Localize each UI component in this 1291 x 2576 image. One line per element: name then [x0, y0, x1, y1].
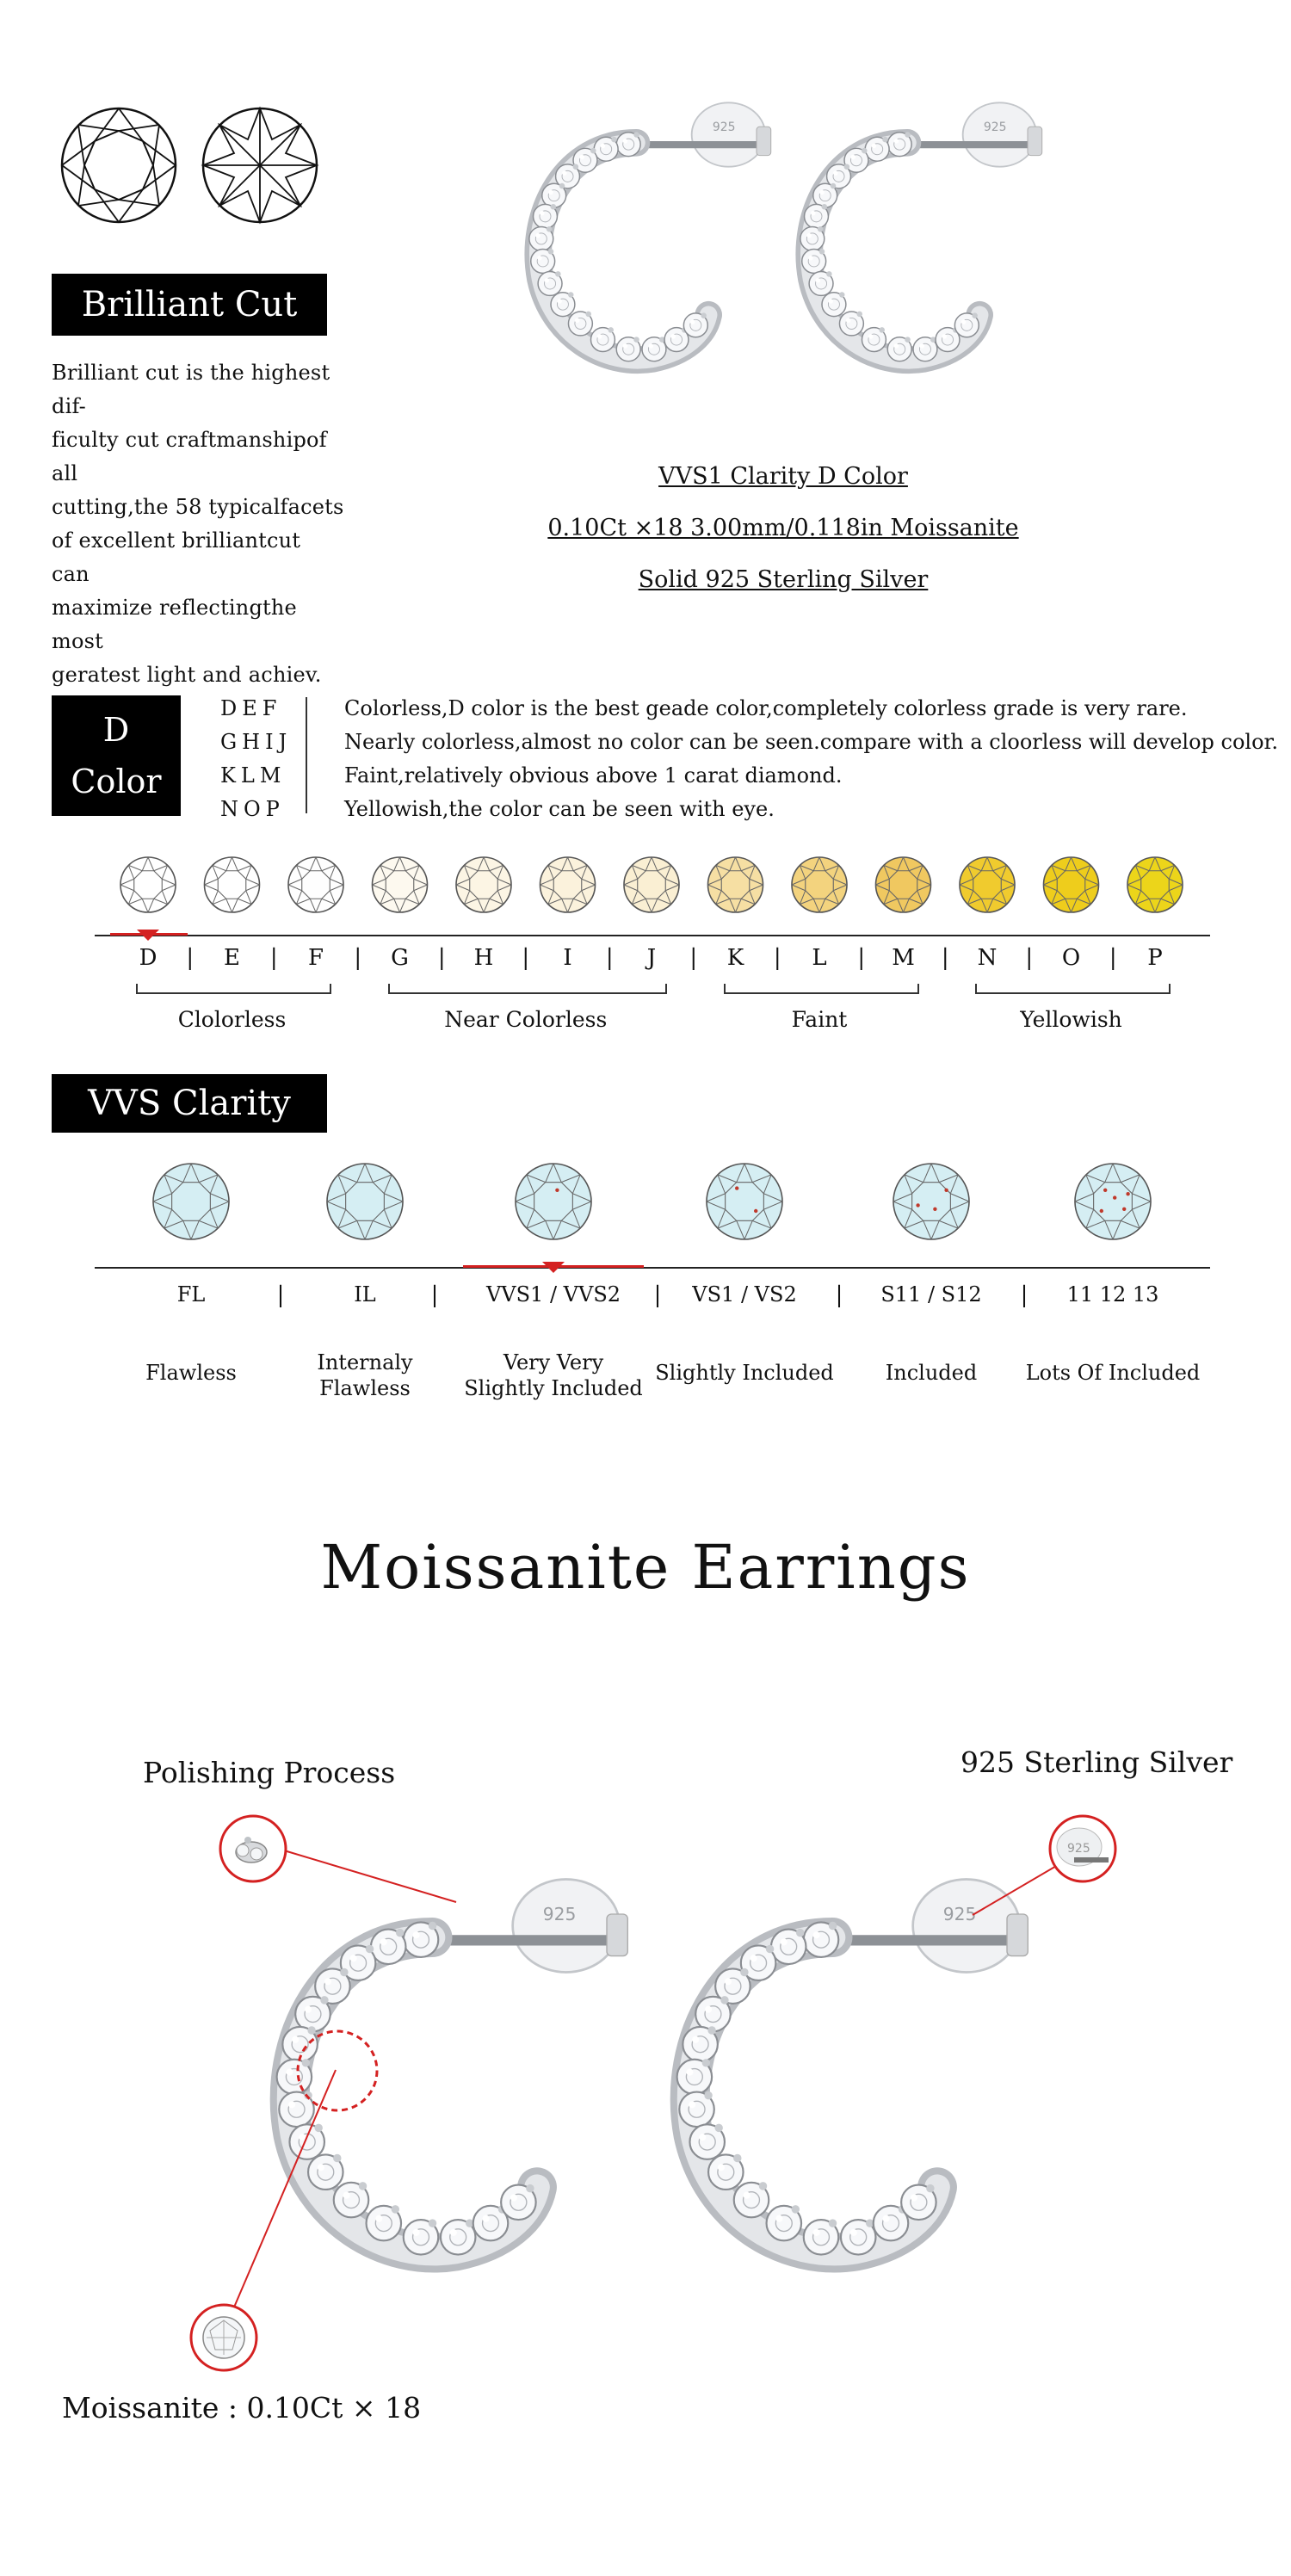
color-gem-row	[0, 843, 1291, 930]
brilliant-cut-crown-icon	[59, 105, 179, 225]
color-scale	[0, 843, 1291, 1041]
color-group-label: Yellowish	[1020, 1007, 1122, 1032]
grade-code: DEF	[220, 696, 282, 720]
d-color-title	[52, 695, 181, 816]
clarity-code: FL	[176, 1282, 206, 1307]
clarity-label	[1010, 1360, 1216, 1386]
color-scale-separator: |	[773, 945, 781, 971]
color-gem-i	[540, 857, 596, 912]
clarity-label-line: Slightly Included	[464, 1376, 643, 1400]
svg-text:925: 925	[1067, 1842, 1090, 1856]
color-scale-separator: |	[437, 945, 446, 971]
brilliant-cut-pavilion-icon	[200, 105, 320, 225]
stud-stamp: 925	[942, 1903, 977, 1924]
color-group-bracket	[136, 984, 331, 994]
color-scale-separator: |	[689, 945, 698, 971]
clarity-scale	[0, 1153, 1291, 1412]
color-gem-d	[120, 857, 176, 912]
color-group-label: Clolorless	[177, 1007, 287, 1032]
d-color-title-line2: Color	[71, 763, 162, 800]
clarity-separator: |	[430, 1282, 439, 1308]
color-grade-descriptions	[344, 692, 1278, 826]
color-gem-k	[708, 857, 763, 912]
clarity-gem-2	[516, 1164, 591, 1239]
earring-image-right	[788, 95, 1063, 413]
earring-image-left	[516, 95, 792, 413]
color-scale-letter: L	[812, 945, 827, 971]
grade-description: Faint,relatively obvious above 1 carat diamond.	[344, 763, 843, 788]
color-scale-letter: E	[224, 945, 240, 971]
clarity-gem-1	[327, 1164, 403, 1239]
color-gem-o	[1044, 857, 1099, 912]
spec-clarity-color: VVS1 Clarity D Color	[658, 463, 908, 490]
clarity-label-line: Internaly	[317, 1350, 413, 1374]
color-scale-separator: |	[269, 945, 278, 971]
color-scale-separator: |	[1109, 945, 1117, 971]
earring-pair-top	[516, 95, 1119, 422]
clarity-label-line: Flawless	[145, 1361, 237, 1385]
moissanite-detail-icon	[203, 2317, 244, 2358]
clarity-separator: |	[1020, 1282, 1028, 1308]
moissanite-spec-label: Moissanite : 0.10Ct × 18	[62, 2391, 422, 2425]
color-scale-letter: G	[391, 945, 409, 971]
description-line: Brilliant cut is the highest dif-	[52, 361, 330, 418]
color-group-label: Faint	[791, 1007, 848, 1032]
description-line: ficulty cut craftmanshipof all	[52, 428, 327, 485]
color-group-bracket	[975, 984, 1171, 994]
polishing-process-label: Polishing Process	[143, 1756, 396, 1789]
clarity-code: 11 12 13	[1066, 1282, 1159, 1307]
color-scale-letter: O	[1061, 945, 1081, 971]
clarity-scale-axis	[95, 1267, 1210, 1269]
color-gem-f	[288, 857, 343, 912]
grade-code: GHIJ	[220, 730, 293, 754]
clarity-label	[828, 1360, 1035, 1386]
clarity-label-line: Very Very	[503, 1350, 604, 1374]
spec-carat-size: 0.10Ct ×18 3.00mm/0.118in Moissanite	[547, 515, 1019, 541]
color-scale-separator: |	[941, 945, 949, 971]
color-scale-letter: I	[563, 945, 572, 971]
description-line: maximize reflectingthe most	[52, 596, 297, 653]
color-grade-codes	[220, 692, 292, 826]
clarity-gem-0	[153, 1164, 229, 1239]
grade-description: Yellowish,the color can be seen with eye.	[344, 797, 775, 821]
color-scale-letter: D	[139, 945, 158, 971]
clarity-label-line: Lots Of Included	[1025, 1361, 1201, 1385]
color-scale-letter: N	[977, 945, 998, 971]
clarity-code: VS1 / VS2	[692, 1282, 797, 1307]
color-scale-separator: |	[605, 945, 614, 971]
brilliant-cut-description	[52, 356, 344, 692]
color-scale-letter: M	[892, 945, 915, 971]
clarity-gem-4	[893, 1164, 969, 1239]
color-selected-marker	[137, 930, 159, 941]
callout-overlay	[0, 1790, 1291, 2393]
clarity-label	[262, 1350, 468, 1401]
clarity-separator: |	[276, 1282, 285, 1308]
color-gem-p	[1127, 857, 1183, 912]
clarity-gem-5	[1075, 1164, 1151, 1239]
clarity-label-line: Included	[885, 1361, 978, 1385]
stud-stamp: 925	[712, 120, 736, 134]
color-scale-letter: F	[307, 945, 324, 971]
grade-code: NOP	[220, 797, 285, 821]
color-gem-h	[456, 857, 511, 912]
sterling-silver-label: 925 Sterling Silver	[961, 1745, 1233, 1779]
spec-material: Solid 925 Sterling Silver	[638, 566, 929, 593]
color-scale-letter: P	[1147, 945, 1163, 971]
clarity-label	[450, 1350, 657, 1401]
color-scale-letter: K	[726, 945, 744, 971]
clarity-gem-row	[0, 1153, 1291, 1248]
description-line: of excellent brilliantcut can	[52, 528, 301, 586]
clarity-separator: |	[835, 1282, 843, 1308]
polishing-leader-line	[284, 1850, 456, 1902]
moissanite-leader-line	[231, 2070, 336, 2315]
d-color-title-line1: D	[102, 711, 130, 749]
grade-code: KLM	[220, 763, 287, 788]
description-line: cutting,the 58 typicalfacets	[52, 495, 344, 519]
color-gem-g	[373, 857, 428, 912]
color-group-label: Near Colorless	[444, 1007, 608, 1032]
color-gem-n	[960, 857, 1015, 912]
grade-divider	[306, 697, 307, 813]
clarity-label-line: Slightly Included	[655, 1361, 834, 1385]
color-scale-separator: |	[354, 945, 362, 971]
clarity-selected-marker	[542, 1262, 565, 1273]
color-gem-l	[792, 857, 847, 912]
grade-description: Colorless,D color is the best geade color,completely colorless grade is very rare.	[344, 696, 1188, 720]
color-group-bracket	[724, 984, 919, 994]
clarity-label	[641, 1360, 848, 1386]
clarity-code: IL	[354, 1282, 376, 1307]
grade-description: Nearly colorless,almost no color can be seen.compare with a cloorless will develop color.	[344, 730, 1279, 754]
description-line: geratest light and achiev.	[52, 663, 322, 687]
color-scale-separator: |	[522, 945, 530, 971]
color-gem-m	[876, 857, 931, 912]
color-scale-axis	[95, 935, 1210, 936]
color-scale-letter: J	[646, 945, 657, 971]
brilliant-cut-title: Brilliant Cut	[52, 274, 327, 336]
clarity-code: S11 / S12	[880, 1282, 982, 1307]
clarity-label-line: Flawless	[319, 1376, 411, 1400]
color-scale-separator: |	[186, 945, 195, 971]
stone-highlight-circle	[298, 2031, 377, 2110]
color-gem-j	[624, 857, 679, 912]
color-scale-letter: H	[473, 945, 494, 971]
color-scale-separator: |	[1025, 945, 1034, 971]
color-gem-e	[205, 857, 260, 912]
clarity-code: VVS1 / VVS2	[485, 1282, 621, 1307]
stud-stamp: 925	[983, 120, 1007, 134]
clarity-separator: |	[653, 1282, 662, 1308]
color-group-bracket	[388, 984, 668, 994]
clarity-gem-3	[707, 1164, 782, 1239]
main-title: Moissanite Earrings	[320, 1532, 971, 1603]
vvs-clarity-title: VVS Clarity	[52, 1074, 327, 1133]
color-scale-separator: |	[857, 945, 866, 971]
stud-stamp: 925	[542, 1903, 577, 1924]
